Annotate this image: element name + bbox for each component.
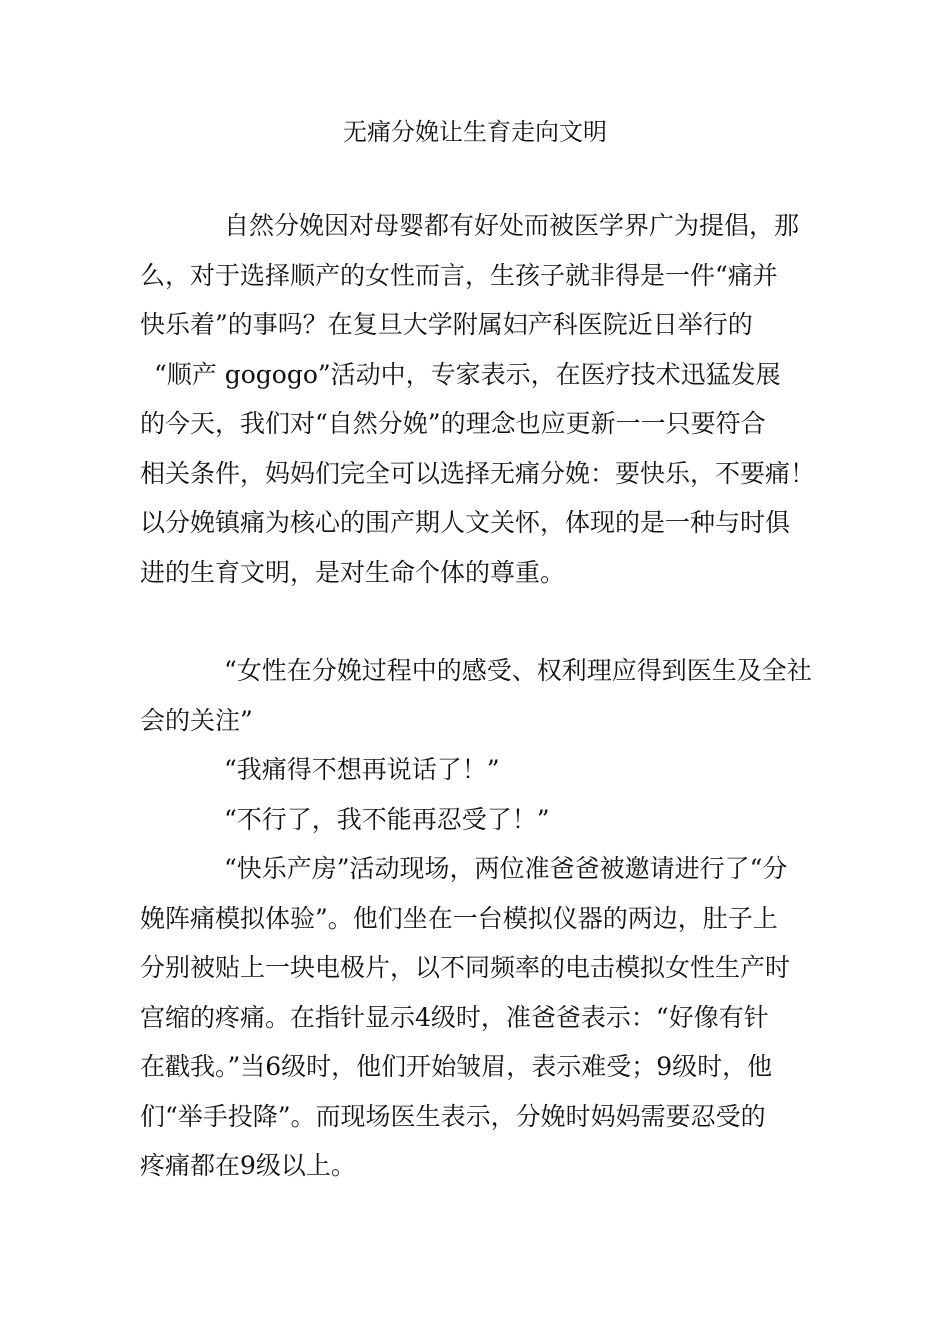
paragraph-1-line-6: 相关条件，妈妈们完全可以选择无痛分娩：要快乐，不要痛！: [140, 459, 816, 488]
paragraph-1-line-7: 以分娩镇痛为核心的围产期人文关怀，体现的是一种与时俱: [140, 508, 791, 537]
paragraph-3-line-2: 娩阵痛模拟体验”。他们坐在一台模拟仪器的两边，肚子上: [140, 904, 778, 933]
paragraph-3-line-6: 们“举手投降”。而现场医生表示，分娩时妈妈需要忍受的: [140, 1102, 766, 1131]
paragraph-1-line-2: 么，对于选择顺产的女性而言，生孩子就非得是一件“痛并: [140, 261, 778, 290]
document-title: 无痛分娩让生育走向文明: [343, 118, 607, 146]
paragraph-2-line-1: “女性在分娩过程中的感受、权利理应得到医生及全社: [224, 656, 812, 685]
quote-line-1: “我痛得不想再说话了！”: [224, 755, 500, 784]
paragraph-3-line-5: 在戳我。”当6级时，他们开始皱眉，表示难受；9级时，他: [140, 1052, 773, 1081]
paragraph-1-line-8: 进的生育文明，是对生命个体的尊重。: [140, 558, 566, 587]
paragraph-3-line-7: 疼痛都在9级以上。: [140, 1151, 356, 1180]
paragraph-1-line-5: 的今天，我们对“自然分娩”的理念也应更新一一只要符合: [140, 409, 766, 438]
paragraph-1-line-1: 自然分娩因对母婴都有好处而被医学界广为提倡，那: [224, 211, 800, 240]
paragraph-3-line-4: 宫缩的疼痛。在指针显示4级时，准爸爸表示：“好像有针: [140, 1003, 769, 1032]
paragraph-1-line-4: “顺产 gogogo”活动中，专家表示，在医疗技术迅猛发展: [154, 360, 781, 389]
paragraph-3-line-3: 分别被贴上一块电极片，以不同频率的电击模拟女性生产时: [140, 953, 791, 982]
paragraph-2-line-2: 会的关注”: [140, 706, 253, 735]
paragraph-1-line-3: 快乐着”的事吗？在复旦大学附属妇产科医院近日举行的: [140, 310, 753, 339]
quote-line-2: “不行了，我不能再忍受了！”: [224, 805, 550, 834]
paragraph-3-line-1: “快乐产房”活动现场，两位准爸爸被邀请进行了“分: [224, 854, 788, 883]
